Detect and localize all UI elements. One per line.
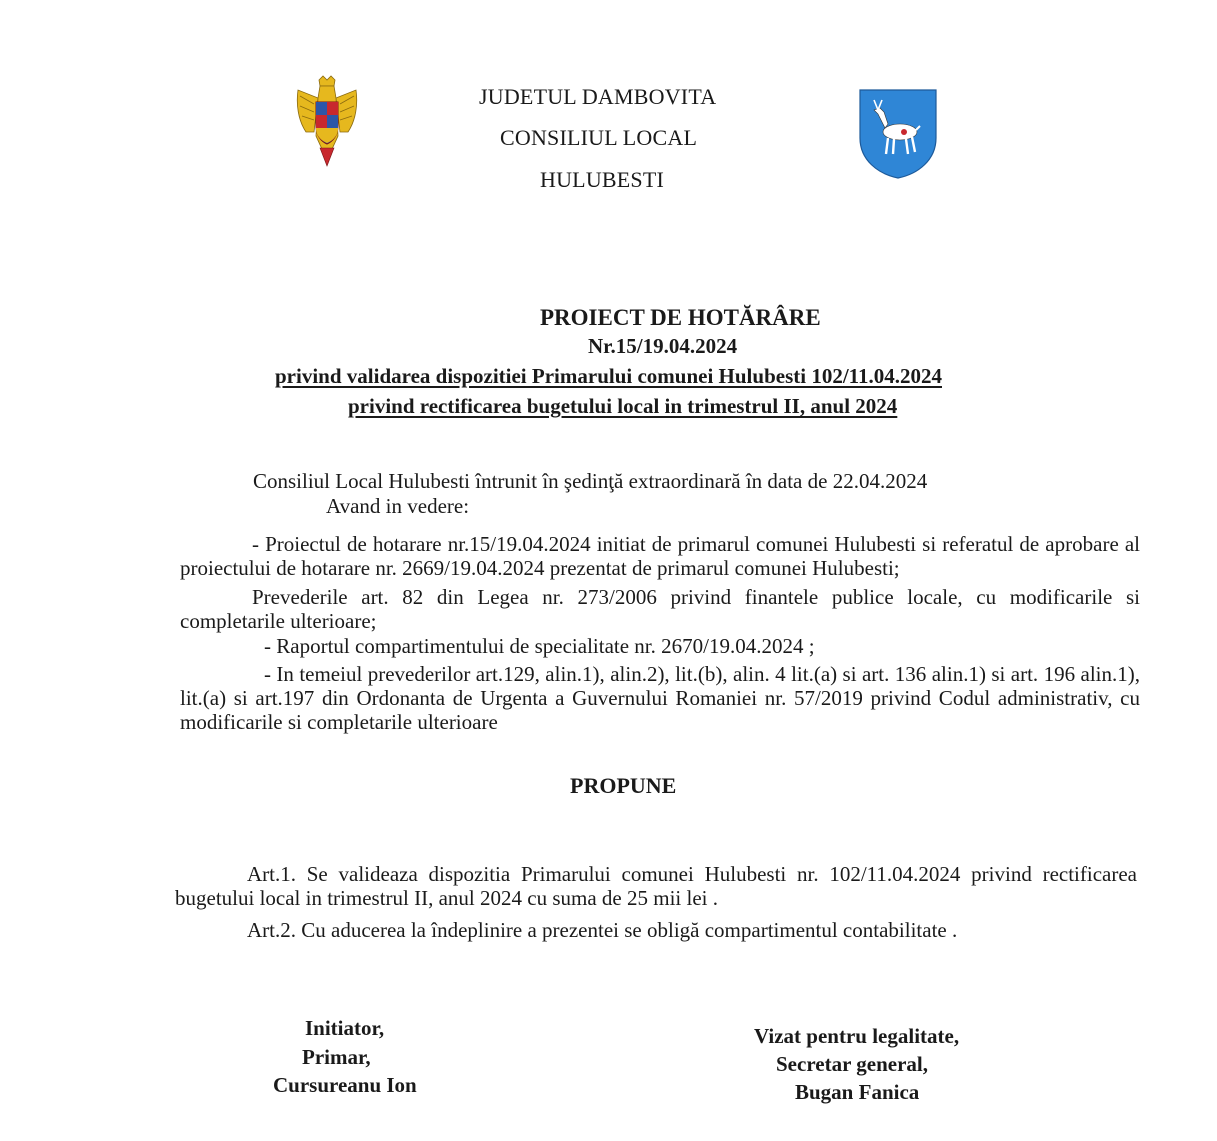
item-specialty-report: - Raportul compartimentului de specialitate nr. 2670/19.04.2024 ; bbox=[264, 634, 815, 658]
item-legal-basis: - In temeiul prevederilor art.129, alin.1), alin.2), lit.(b), alin. 4 lit.(a) si art. 136 alin.1) si art. 196 alin.1), lit.(a) si art.197 din Ordonanta de Urgenta a Guvernului Romaniei nr. 57/2019 privind Codul administrativ, cu modificarile si completarile ulterioare bbox=[180, 662, 1140, 734]
signature-left-name: Cursureanu Ion bbox=[273, 1073, 417, 1097]
hulubesti-coat-of-arms-icon bbox=[858, 88, 938, 180]
header-commune: HULUBESTI bbox=[540, 167, 665, 192]
intro-paragraph: Consiliul Local Hulubesti întrunit în şedinţă extraordinară în data de 22.04.2024 bbox=[253, 469, 928, 493]
signature-right-role1: Vizat pentru legalitate, bbox=[754, 1024, 960, 1048]
item-project-referral: - Proiectul de hotarare nr.15/19.04.2024 initiat de primarul comunei Hulubesti si referatul de aprobare al proiectului de hotarare nr. 2669/19.04.2024 prezentat de primarul comunei Hulubesti; bbox=[180, 532, 1140, 580]
item-legal-provisions: Prevederile art. 82 din Legea nr. 273/2006 privind finantele publice locale, cu modificarile si completarile ulterioare; bbox=[180, 585, 1140, 633]
document-number: Nr.15/19.04.2024 bbox=[588, 334, 738, 358]
subject-line-1: privind validarea dispozitiei Primarului comunei Hulubesti 102/11.04.2024 bbox=[275, 364, 942, 388]
article-2: Art.2. Cu aducerea la îndeplinire a prezentei se obligă compartimentul contabilitate . bbox=[247, 918, 958, 942]
article-1: Art.1. Se valideaza dispozitia Primarului comunei Hulubesti nr. 102/11.04.2024 privind rectificarea bugetului local in trimestrul II, anul 2024 cu suma de 25 mii lei . bbox=[175, 862, 1137, 910]
romania-coat-of-arms-icon bbox=[292, 74, 362, 170]
propune-heading: PROPUNE bbox=[570, 773, 677, 798]
signature-left-role1: Initiator, bbox=[305, 1016, 385, 1040]
signature-left-role2: Primar, bbox=[302, 1045, 371, 1069]
signature-right-role2: Secretar general, bbox=[776, 1052, 928, 1076]
subject-line-2: privind rectificarea bugetului local in trimestrul II, anul 2024 bbox=[348, 394, 898, 418]
header-county: JUDETUL DAMBOVITA bbox=[479, 84, 717, 109]
header-council: CONSILIUL LOCAL bbox=[500, 125, 698, 150]
document-title: PROIECT DE HOTĂRÂRE bbox=[540, 305, 821, 330]
considering-label: Avand in vedere: bbox=[326, 494, 470, 518]
signature-right-name: Bugan Fanica bbox=[795, 1080, 920, 1104]
